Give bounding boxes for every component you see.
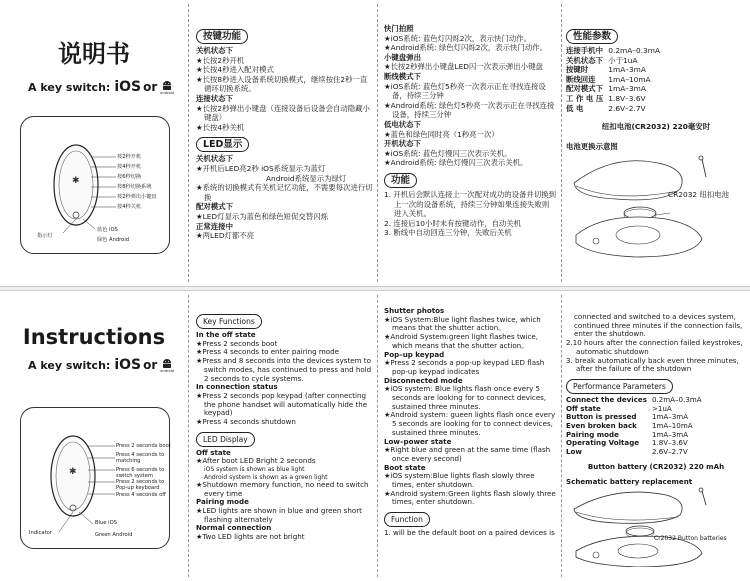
cn-battery-diagram-title: 电池更换示意图 xyxy=(566,141,618,151)
en-or-text: or xyxy=(143,358,158,372)
en-blue-ios-label: Blue iOS xyxy=(95,520,117,526)
cn-label-2: 按6秒切换 xyxy=(117,174,142,180)
cn-led-off-item: ★开机后LED亮2秒 iOS系统显示为蓝灯 xyxy=(196,163,326,173)
en-label-2: Press 6 seconds to switch system xyxy=(116,467,165,479)
table-row: 低 电 2.6V–2.7V xyxy=(566,103,646,113)
cn-disconnect-heading: 断线模式下 xyxy=(384,71,421,81)
en-key-switch-text: A key switch: xyxy=(28,358,111,372)
en-key-functions-column xyxy=(196,295,374,577)
android-icon xyxy=(161,357,173,369)
svg-text:✱: ✱ xyxy=(72,176,80,186)
en-perf-heading: Performance Parameters xyxy=(566,379,673,394)
cn-green-android-label: 绿色 Android xyxy=(97,237,130,243)
cn-device-illustration xyxy=(20,116,170,254)
cn-ios-text: iOS xyxy=(114,79,142,95)
en-indicator-label: Indicator xyxy=(29,530,52,536)
cn-led-off-heading: 关机状态下 xyxy=(196,154,233,164)
cn-label-0: 按2秒开机 xyxy=(117,154,142,160)
cn-led-normal-item: ★两LED灯都不亮 xyxy=(196,231,255,241)
en-perf-table xyxy=(566,396,702,457)
en-popup-heading: Pop–up keypad xyxy=(384,349,445,359)
cn-low-power-item: ★蓝色和绿色同时亮（1秒亮一次） xyxy=(384,129,499,139)
cn-label-4: 按2秒弹出小键盘 xyxy=(117,194,157,200)
fold-line xyxy=(188,4,189,282)
en-off-item: ★Press 4 seconds to enter pairing mode xyxy=(196,347,339,357)
android-icon xyxy=(161,79,173,91)
en-label-4: Press 4 seconds off xyxy=(116,492,166,498)
en-ios-text: iOS xyxy=(114,357,142,373)
cn-battery-label: CR2032 纽扣电池 xyxy=(668,190,730,199)
cn-boot-item: ★iOS系统: 蓝色灯慢闪三次表示关机。 xyxy=(384,148,512,158)
cn-off-item: ★长按2秒开机 xyxy=(196,55,245,65)
cn-off-state-heading: 关机状态下 xyxy=(196,46,233,55)
cn-boot-heading: 开机状态下 xyxy=(384,139,421,149)
cn-performance-column xyxy=(566,4,746,282)
english-manual-page xyxy=(0,291,750,581)
cn-low-power-heading: 低电状态下 xyxy=(384,119,421,129)
en-led-off-heading: Off state xyxy=(196,447,231,457)
en-key-switch-line xyxy=(6,357,182,373)
table-row: Operating Voltage 1.8V–3.6V xyxy=(566,438,688,448)
table-row: 按键时 1mA–3mA xyxy=(566,65,646,75)
en-led-off-item: ★Shutdown memory function, no need to switch every time xyxy=(196,479,369,498)
cn-led-off-item: ★系统的切换模式有关机记忆功能，不需要每次进行切换 xyxy=(196,183,373,202)
en-led-pair-heading: Pairing mode xyxy=(196,497,249,507)
cn-led-pair-heading: 配对模式下 xyxy=(196,202,233,212)
cn-popup-heading: 小键盘弹出 xyxy=(384,52,421,62)
table-row: Even broken back 1mA–10mA xyxy=(566,421,693,431)
cn-function-item: 2. 连接后10小时未有按键动作，自动关机 xyxy=(384,218,522,228)
en-battery-diagram-title: Schematic battery replacement xyxy=(566,476,693,486)
en-key-functions-heading: Key Functions xyxy=(196,314,262,329)
en-disconnect-heading: Disconnected mode xyxy=(384,375,463,385)
en-label-3: Press 2 seconds to Pop-up keyboard xyxy=(116,479,165,491)
cn-shutter-heading: 快门拍照 xyxy=(384,24,414,33)
en-led-states-column xyxy=(384,295,556,577)
chinese-manual-page xyxy=(0,0,750,286)
cn-led-normal-heading: 正常连接中 xyxy=(196,221,233,231)
cn-shutter-item: ★Android系统: 绿色灯闪烁2次，表示快门动作。 xyxy=(384,43,548,53)
table-row: 关机状态下 小于1uA xyxy=(566,55,638,65)
cn-led-off-item: Android系统显示为绿灯 xyxy=(266,173,347,183)
en-led-off-note: Android system is shown as a green light xyxy=(204,473,328,481)
battery-replacement-diagram xyxy=(566,153,742,263)
cn-or-text: or xyxy=(143,80,158,94)
table-row: Low 2.6V–2.7V xyxy=(566,447,688,457)
en-shutter-item: ★iOS System:Blue light flashes twice, which means that the shutter action。 xyxy=(384,314,541,333)
en-off-state-heading: In the off state xyxy=(196,330,256,339)
en-disconnect-item: ★iOS system: Blue lights flash once every 5 seconds are looking for to connect devices, sustained three minutes. xyxy=(384,384,547,411)
en-green-android-label: Green Android xyxy=(95,532,133,538)
en-led-off-note: iOS system is shown as blue light xyxy=(204,466,305,474)
en-battery-line: Button battery (CR2032) 220 mAh xyxy=(587,461,725,471)
en-led-off-item: ★After boot LED Bright 2 seconds xyxy=(196,456,316,466)
cn-off-item: ★长按4秒进入配对模式 xyxy=(196,65,274,75)
cn-led-display-heading: LED显示 xyxy=(196,137,249,152)
cn-key-functions-column xyxy=(196,4,374,282)
en-led-normal-heading: Normal connection xyxy=(196,523,272,533)
cn-perf-heading: 性能参数 xyxy=(566,29,618,44)
en-popup-item: ★Press 2 seconds a pop-up keypad LED flash pop-up keypad indicates xyxy=(384,358,545,376)
en-disconnect-item: ★Android system: gueen lights flash once every 5 seconds are looking for to connect devices, sustained three minutes. xyxy=(384,410,556,437)
cn-cover-column xyxy=(6,4,182,282)
en-led-normal-item: ★Two LED lights are not bright xyxy=(196,532,305,542)
table-row: Button is pressed 1mA–3mA xyxy=(566,412,689,422)
cn-popup-item: ★长按2秒弹出小键盘LED闪一次表示弹出小键盘 xyxy=(384,62,543,72)
table-row: 配对模式下 1mA–3mA xyxy=(566,84,646,94)
en-function-item: 3. break automatically back even three minutes, after the failure of the shutdown xyxy=(566,355,739,374)
table-row: 工 作 电 压 1.8V–3.6V xyxy=(566,93,646,103)
en-function-item: 2.10 hours after the connection failed keystrokes, automatic shutdown xyxy=(566,338,743,356)
cn-indicator-label: 指示灯 xyxy=(37,233,53,239)
en-function-item: 1. will be the default boot on a paired devices is xyxy=(384,528,555,538)
en-led-display-heading: LED Display xyxy=(196,432,255,447)
cn-battery-line: 纽扣电池(CR2032) 220毫安时 xyxy=(601,122,711,132)
cn-off-item: ★长按8秒进入设备系统切换模式，继续按住2秒一直循环切换系统。 xyxy=(196,74,368,94)
en-performance-column xyxy=(566,295,746,577)
en-boot-item: ★Android system:Green lights flash slowly three times, enter shutdown. xyxy=(384,488,556,507)
fold-line xyxy=(561,4,562,282)
svg-text:✱: ✱ xyxy=(69,467,77,477)
cn-conn-state-heading: 连接状态下 xyxy=(196,93,233,103)
en-conn-item: ★Press 4 seconds shutdown xyxy=(196,417,296,427)
cn-conn-item: ★长按4秒关机 xyxy=(196,122,245,132)
en-off-item: ★Press 2 seconds boot xyxy=(196,338,278,348)
fold-line xyxy=(188,295,189,577)
cn-function-item: 3. 断线中自动回连三分钟，失败后关机 xyxy=(384,228,512,238)
cn-key-functions-heading: 按键功能 xyxy=(196,29,248,44)
en-off-item: ★Press and 8 seconds into the devices system to switch modes, has continued to press and hold 2 seconds to cycle systems. xyxy=(196,356,372,383)
cn-function-heading: 功能 xyxy=(384,173,417,188)
en-label-0: Press 2 seconds boot xyxy=(116,443,171,449)
cn-blue-ios-label: 蓝色 iOS xyxy=(97,227,118,233)
battery-replacement-diagram xyxy=(566,487,742,567)
table-row: Off state >1uA xyxy=(566,403,672,413)
cn-key-switch-line xyxy=(6,79,182,95)
cn-disconnect-item: ★iOS系统: 蓝色灯5秒亮一次表示正在寻找连接设备，持续三分钟 xyxy=(384,81,546,101)
cn-label-5: 按4秒关机 xyxy=(117,204,142,210)
table-row: 断线回连 1mA–10mA xyxy=(566,74,651,84)
cn-led-pair-item: ★LED灯显示为蓝色和绿色短促交替闪烁 xyxy=(196,211,328,221)
table-row: Pairing mode 1mA–3mA xyxy=(566,429,689,439)
en-low-power-item: ★Right blue and green at the same time (flash once every second) xyxy=(384,445,551,463)
cn-led-states-column xyxy=(384,4,556,282)
cn-label-3: 按8秒切换系统 xyxy=(117,184,152,190)
cn-conn-item: ★长按2秒弹出小键盘（连接设备后设备会自动隐藏小键盘） xyxy=(196,103,370,123)
cn-title: 说明书 xyxy=(58,40,130,68)
cn-key-switch-text: A key switch: xyxy=(28,80,111,94)
en-led-pair-item: ★LED lights are shown in blue and green short flashing alternately xyxy=(196,506,362,524)
en-conn-item: ★Press 2 seconds pop keypad (after connecting the phone handset will automatically hide the keypad) xyxy=(196,390,368,418)
en-boot-heading: Boot state xyxy=(384,462,426,472)
en-battery-label: Cr2032 Button batteries xyxy=(654,535,727,542)
en-label-1: Press 4 seconds to matching xyxy=(116,452,165,464)
en-function-continued: connected and switched to a devices system, continued three minutes if the connection fails, enter the shutdown. xyxy=(574,312,743,339)
cn-boot-item: ★Android系统: 绿色灯慢闪三次表示关机。 xyxy=(384,158,528,168)
en-function-heading: Function xyxy=(384,512,430,527)
en-shutter-heading: Shutter photos xyxy=(384,306,445,315)
en-cover-column xyxy=(6,295,182,577)
cn-android-logo: android xyxy=(160,79,174,95)
cn-function-item: 1. 开机后会默认连接上一次配对成功的设备并切换到上一次的设备系统，持续三分钟如果连接失败则进入关机。 xyxy=(384,189,556,219)
en-device-illustration xyxy=(20,407,170,549)
table-row: 连接手机中 0.2mA–0.3mA xyxy=(566,46,661,55)
en-shutter-item: ★Android System:green light flashes twice, which means that the shutter action。 xyxy=(384,332,539,350)
en-boot-item: ★iOS system:Blue lights flash slowly three times, enter shutdown. xyxy=(384,471,535,490)
cn-perf-table xyxy=(566,46,660,113)
en-conn-state-heading: In connection status xyxy=(196,382,278,392)
en-low-power-heading: Low–power state xyxy=(384,436,452,446)
cn-label-1: 按4秒开机 xyxy=(117,164,142,170)
fold-line xyxy=(377,4,378,282)
fold-line xyxy=(561,295,562,577)
table-row: Connect the devices 0.2mA–0.3mA xyxy=(566,394,702,404)
cn-disconnect-item: ★Android系统: 绿色灯5秒亮一次表示正在寻找连接设备，持续三分钟 xyxy=(384,100,555,120)
cn-shutter-item: ★iOS系统: 蓝色灯闪烁2次，表示快门动作。 xyxy=(384,33,531,43)
fold-line xyxy=(377,295,378,577)
en-android-logo: android xyxy=(160,357,174,373)
en-title: Instructions xyxy=(22,325,166,349)
